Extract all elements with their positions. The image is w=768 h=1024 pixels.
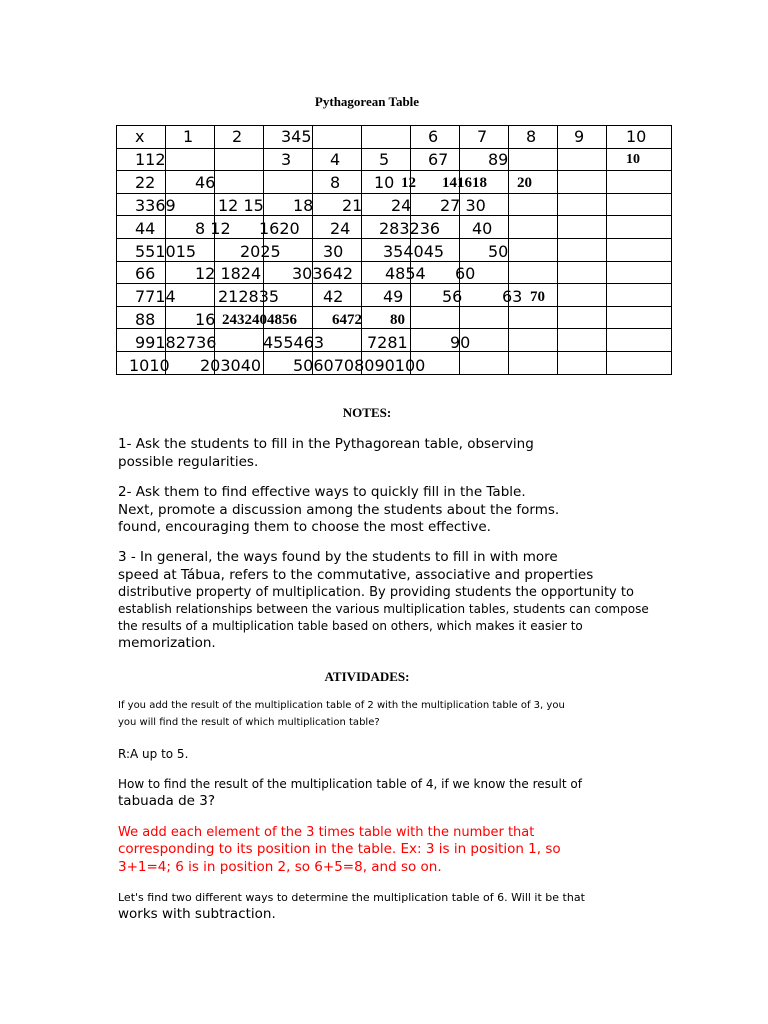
question-1: [118, 697, 658, 731]
table-cell-value: 10: [626, 151, 640, 167]
table-cell-value: 1010: [129, 356, 170, 375]
table-cell-value: 203040: [200, 356, 262, 375]
note-3-line: establish relationships between the various multiplication tables, students can compose: [118, 602, 649, 616]
answer-2-line: 3+1=4; 6 is in position 2, so 6+5=8, and so on.: [118, 858, 442, 875]
activities-heading: ATIVIDADES:: [324, 669, 410, 684]
table-cell-value: 27 30: [440, 195, 486, 215]
note-3-line: memorization.: [118, 635, 216, 651]
table-cell-value: 5: [379, 149, 390, 169]
table-cell-value: 2432404856: [222, 312, 297, 329]
question-3: [118, 889, 658, 924]
table-cell-value: 283236: [379, 218, 441, 238]
table-cell: [509, 148, 558, 171]
table-cell-value: 63: [502, 287, 523, 307]
note-1-line: possible regularities.: [118, 453, 259, 470]
table-cell: [509, 261, 558, 284]
table-cell-value: 12 15: [218, 195, 264, 215]
table-cell-value: 12: [401, 174, 416, 191]
table-cell-value: 89: [488, 149, 509, 169]
table-cell: [558, 148, 607, 171]
table-cell: [558, 193, 607, 216]
table-cell-value: 18: [293, 195, 314, 215]
table-cell-value: 8: [526, 127, 537, 146]
question-2: [118, 776, 658, 811]
table-cell-value: 56: [442, 287, 463, 307]
table-cell-value: 9: [574, 127, 585, 146]
table-cell-value: 42: [323, 287, 344, 307]
answer-1: R:A up to 5.: [118, 747, 189, 761]
table-cell-value: 16: [195, 310, 216, 330]
answer-2-line: corresponding to its position in the table. Ex: 3 is in position 1, so: [118, 841, 561, 857]
table-cell-value: 20: [517, 174, 532, 191]
table-cell: [607, 171, 672, 194]
table-cell: [264, 171, 313, 194]
table-cell-value: 7714: [135, 287, 176, 307]
note-3-line: 3 - In general, the ways found by the students to fill in with more: [118, 549, 558, 565]
table-cell: [607, 351, 672, 374]
question-3-line: Let's find two different ways to determine the multiplication table of 6. Will it be that: [118, 891, 585, 904]
table-cell-value: 22: [135, 172, 156, 192]
question-1-line: you will find the result of which multiplication table?: [118, 717, 380, 728]
question-2-line: How to find the result of the multiplication table of 4, if we know the result of: [118, 777, 582, 791]
table-cell-value: 7281: [367, 333, 408, 353]
table-cell-value: 212835: [218, 287, 280, 307]
table-cell: [509, 329, 558, 352]
table-row: [117, 126, 672, 149]
table-cell: [460, 306, 509, 329]
table-cell: [411, 306, 460, 329]
table-cell-value: 3369: [135, 195, 176, 215]
page-title: Pythagorean Table: [314, 94, 420, 109]
table-cell-value: 551015: [135, 241, 197, 261]
note-2-line: Next, promote a discussion among the students about the forms.: [118, 501, 560, 518]
table-cell: [607, 306, 672, 329]
table-cell: [509, 193, 558, 216]
answer-2: [118, 824, 658, 876]
table-cell-value: 6472: [332, 312, 362, 329]
table-cell: [460, 351, 509, 374]
note-3: [118, 549, 658, 653]
table-cell-value: 46: [195, 172, 216, 192]
table-cell-value: 50: [488, 241, 509, 261]
table-cell-value: 3: [281, 149, 292, 169]
table-cell: [509, 238, 558, 261]
table-cell-value: 12 1824: [195, 264, 262, 284]
table-cell-value: 99182736: [135, 333, 217, 353]
table-cell: [607, 284, 672, 307]
table-cell-value: 455463: [263, 333, 325, 353]
table-cell: [509, 306, 558, 329]
table-cell-value: 66: [135, 264, 156, 284]
table-cell: [607, 329, 672, 352]
table-row: [117, 148, 672, 171]
answer-2-line: We add each element of the 3 times table with the number that: [118, 825, 535, 840]
note-3-line: distributive property of multiplication. By providing students the opportunity to: [118, 585, 634, 600]
table-cell: [558, 284, 607, 307]
table-cell-value: 90: [450, 333, 471, 353]
note-3-line: the results of a multiplication table based on others, which makes it easier to: [118, 619, 583, 633]
question-3-line: works with subtraction.: [118, 906, 276, 922]
note-1-line: 1- Ask the students to fill in the Pythagorean table, observing: [118, 436, 534, 452]
table-cell-value: x: [135, 127, 145, 146]
table-cell: [607, 193, 672, 216]
table-cell-value: 60: [455, 264, 476, 284]
table-cell-value: 2025: [240, 241, 281, 261]
table-cell-value: 141618: [442, 174, 487, 191]
table-cell-value: 21: [342, 195, 363, 215]
note-1: [118, 436, 658, 471]
table-cell: [166, 148, 215, 171]
table-cell-value: 1: [183, 127, 194, 146]
notes-heading: NOTES:: [342, 405, 392, 420]
table-cell: [313, 126, 362, 149]
table-cell: [607, 238, 672, 261]
table-cell-value: 354045: [383, 241, 445, 261]
table-cell-value: 40: [472, 218, 493, 238]
table-cell-value: 8 12: [195, 218, 231, 238]
table-cell: [558, 238, 607, 261]
table-cell-value: 5060708090100: [293, 356, 426, 375]
table-cell: [607, 216, 672, 239]
table-cell: [215, 171, 264, 194]
table-cell-value: 10: [374, 172, 395, 192]
note-2-line: 2- Ask them to find effective ways to quickly fill in the Table.: [118, 484, 526, 500]
table-cell-value: 4: [330, 149, 341, 169]
table-cell-value: 4854: [385, 264, 426, 284]
table-cell-value: 24: [391, 195, 412, 215]
question-1-line: If you add the result of the multiplication table of 2 with the multiplication table of 3, you: [118, 700, 565, 711]
table-cell-value: 24: [330, 218, 351, 238]
note-3-line: speed at Tábua, refers to the commutative, associative and properties: [118, 566, 594, 583]
table-cell: [558, 329, 607, 352]
table-cell-value: 1620: [259, 218, 300, 238]
table-cell: [362, 126, 411, 149]
table-cell-value: 49: [383, 287, 404, 307]
table-cell-value: 88: [135, 310, 156, 330]
table-cell: [558, 351, 607, 374]
table-cell-value: 80: [390, 312, 405, 329]
table-cell: [558, 216, 607, 239]
table-cell: [607, 261, 672, 284]
table-cell-value: 44: [135, 218, 156, 238]
table-cell-value: 112: [135, 149, 166, 169]
table-cell: [558, 306, 607, 329]
table-cell-value: 345: [281, 127, 312, 146]
table-cell-value: 2: [232, 127, 243, 146]
table-cell-value: 303642: [292, 264, 354, 284]
table-cell-value: 10: [626, 127, 647, 146]
note-2-line: found, encouraging them to choose the most effective.: [118, 519, 491, 535]
table-cell-value: 8: [330, 172, 341, 192]
table-cell-value: 70: [530, 289, 545, 306]
table-cell-value: 6: [428, 127, 439, 146]
table-cell: [509, 351, 558, 374]
note-2: [118, 484, 658, 537]
table-cell-value: 30: [323, 241, 344, 261]
table-cell: [558, 261, 607, 284]
table-cell: [509, 216, 558, 239]
table-cell: [215, 329, 264, 352]
table-cell-value: 67: [428, 149, 449, 169]
table-cell-value: 7: [477, 127, 488, 146]
question-2-line: tabuada de 3?: [118, 793, 216, 809]
table-cell: [558, 171, 607, 194]
table-cell: [215, 148, 264, 171]
table-cell: [509, 171, 558, 194]
